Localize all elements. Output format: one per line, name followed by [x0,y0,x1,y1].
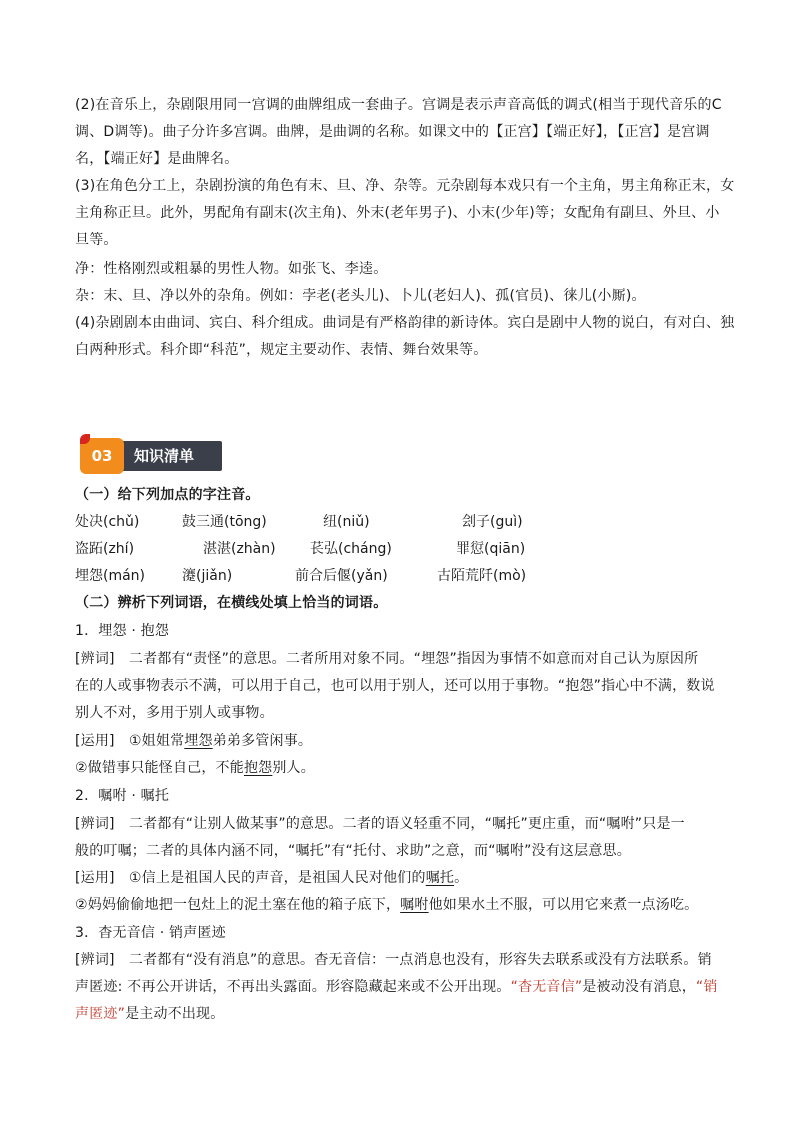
paragraph-line: (4)杂剧剧本由曲词、宾白、科介组成。曲词是有严格韵律的新诗体。宾白是剧中人物的说白，有对白、独 [75,315,735,331]
body-line: [辨词] 二者都有“让别人做某事”的意思。二者的语义轻重不同，“嘱托”更庄重，而“嘱咐”只是一 [75,816,685,832]
paragraph-line: 名，【端正好】是曲牌名。 [75,151,239,167]
paragraph-line: 杂：末、旦、净以外的杂角。例如：孛老(老头儿)、卜儿(老妇人)、孤(官员)、徕儿(小厮)。 [75,288,646,304]
pinyin-item: 古陌荒阡(mò) [437,568,527,584]
body-text: 是主动不出现。 [125,1006,225,1022]
part1-heading: （一）给下列加点的字注音。 [75,487,260,503]
paragraph-line: 调、D调等)。曲子分许多宫调。曲牌，是曲调的名称。如课文中的【正宫】【端正好】，【正宫】是宫调 [75,124,710,140]
highlight-term: “销 [695,979,718,995]
answer-word: 抱怨 [243,760,273,776]
pinyin-item: 罪愆(qiān) [456,541,526,557]
usage-line [75,728,725,755]
section-header [80,438,222,474]
pinyin-row [75,536,725,563]
body-line: 般的叮嘱；二者的具体内涵不同，“嘱托”有“托付、求助”之意，而“嘱咐”没有这层意思。 [75,843,631,859]
item-title: 2．嘱咐 · 嘱托 [75,788,170,804]
body-line: 别人不对，多用于别人或事物。 [75,705,274,721]
section-title-bar [114,441,222,471]
body-line [75,1001,725,1028]
usage-suffix: 。 [454,870,469,886]
pinyin-item: 前合后偃(yǎn) [295,568,388,584]
usage-suffix: 弟弟多管闲事。 [212,733,313,749]
item-title: 1．埋怨 · 抱怨 [75,623,170,639]
section-number-badge: 03 [80,438,124,474]
usage-suffix: 他如果水土不服，可以用它来煮一点汤吃。 [428,897,699,913]
item-title: 3．杳无音信 · 销声匿迹 [75,925,226,941]
highlight-term: 声匿迹” [75,1006,126,1022]
pinyin-item: 刽子(guì) [462,514,523,530]
usage-suffix: 别人。 [272,760,315,776]
usage-prefix: ②妈妈偷偷地把一包灶上的泥土塞在他的箱子底下， [75,897,401,913]
body-line: 在的人或事物表示不满，可以用于自己，也可以用于别人，还可以用于事物。“抱怨”指心中不满，数说 [75,678,715,694]
pinyin-item: 埋怨(mán) [75,568,146,584]
pinyin-item: 盗跖(zhí) [75,541,135,557]
pinyin-item: 苌弘(cháng) [310,541,392,557]
section-title: 知识清单 [134,447,195,465]
answer-word: 埋怨 [184,733,213,749]
body-line [75,974,725,1001]
paragraph-line: 白两种形式。科介即“科范”，规定主要动作、表情、舞台效果等。 [75,342,488,358]
pinyin-item: 纽(niǔ) [323,514,370,530]
paragraph-line: 净：性格刚烈或粗暴的男性人物。如张飞、李逵。 [75,261,388,277]
answer-word: 嘱咐 [400,897,429,913]
pinyin-row [75,563,725,590]
pinyin-item: 湛湛(zhàn) [203,541,276,557]
paragraph-line: (2)在音乐上，杂剧限用同一宫调的曲牌组成一套曲子。宫调是表示声音高低的调式(相当于现代音乐的C [75,97,722,113]
part2-heading: （二）辨析下列词语，在横线处填上恰当的词语。 [75,595,388,611]
answer-word: 嘱托 [425,870,455,886]
pinyin-item: 瀽(jiǎn) [182,568,233,584]
body-text: 是被动没有消息， [582,979,696,995]
paragraph-line: (3)在角色分工上，杂剧扮演的角色有末、旦、净、杂等。元杂剧每本戏只有一个主角，男主角称正末，女 [75,178,735,194]
body-line: [辨词] 二者都有“责怪”的意思。二者所用对象不同。“埋怨”指因为事情不如意而对自己认为原因所 [75,651,699,667]
pinyin-item: 处决(chǔ) [75,514,140,530]
usage-prefix: [运用] ①姐姐常 [75,733,185,749]
usage-prefix: [运用] ①信上是祖国人民的声音，是祖国人民对他们的 [75,870,426,886]
usage-line [75,892,725,919]
body-text: 声匿迹: 不再公开讲话，不再出头露面。形容隐藏起来或不公开出现。 [75,979,511,995]
usage-line [75,865,725,892]
paragraph-line: 旦等。 [75,232,118,248]
usage-prefix: ②做错事只能怪自己，不能 [75,760,244,776]
usage-line [75,755,725,782]
pinyin-item: 鼓三通(tōng) [182,514,267,530]
highlight-term: “杳无音信” [510,979,583,995]
paragraph-line: 主角称正旦。此外，男配角有副末(次主角)、外末(老年男子)、小末(少年)等；女配角有副旦、外旦、小 [75,205,720,221]
body-line: [辨词] 二者都有“没有消息”的意思。杳无音信：一点消息也没有，形容失去联系或没有方法联系。销 [75,952,712,968]
pinyin-row [75,509,725,536]
